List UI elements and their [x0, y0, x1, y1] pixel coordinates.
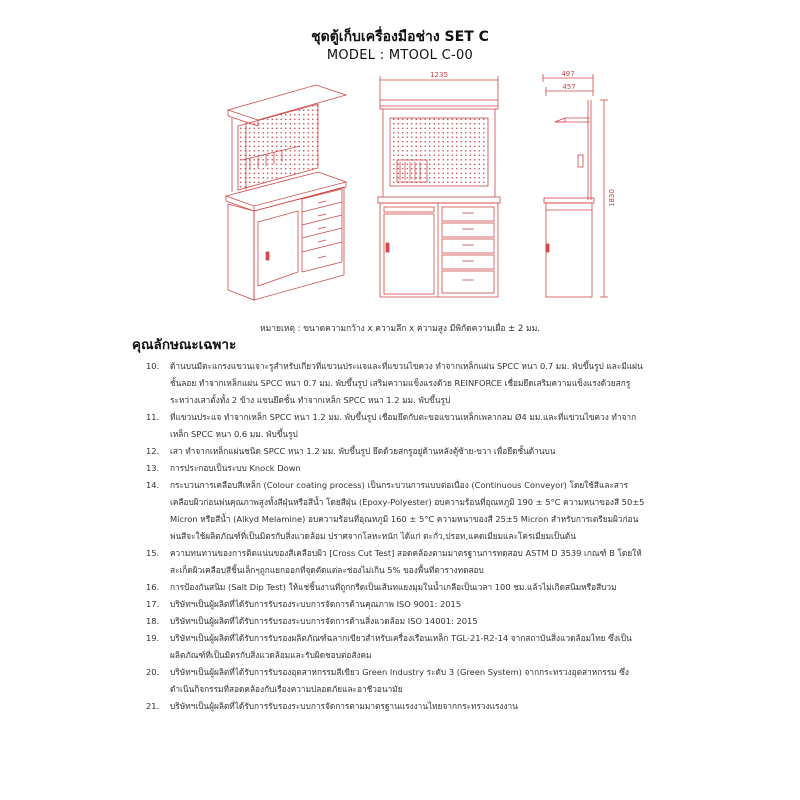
list-item [146, 443, 646, 460]
item-number: 14. [146, 480, 160, 490]
dimension-depth-top: 497 [561, 70, 575, 78]
item-number: 13. [146, 463, 160, 473]
item-text: ที่แขวนประแจ ทำจากเหล็ก SPCC หนา 1.2 มม. พับขึ้นรูป เชื่อมยึดกับตะขอแขวนเหล็กเพลากลม Ø4 มม.และที่แขวนไขควง ทำจากเหล็ก SPCC หนา 0.6 มม. พับขึ้นรูป [170, 412, 637, 439]
item-text: ความทนทานของการติดแน่นของสีเคลือบผิว [Cross Cut Test] สอดคล้องตามมาตรฐานการทดสอบ ASTM D 3539 เกณฑ์ B โดยให้สะเก็ดผิวเคลือบสีชิ้นเล็กๆถูกแยกออกที่จุดตัดแต่ละช่องไม่เกิน 5% ของพื้นที่ตารางทดสอบ [170, 548, 642, 575]
model-number: MODEL : MTOOL C-00 [326, 48, 474, 63]
technical-drawing [218, 68, 618, 316]
item-number: 12. [146, 446, 160, 456]
item-text: การประกอบเป็นระบบ Knock Down [170, 463, 301, 473]
item-text: กระบวนการเคลือบสีเหล็ก (Colour coating process) เป็นกระบวนการแบบต่อเนื่อง (Continuous Conveyor) โดยใช้สีและสารเคลือบผิวก่อนพ่นคุณภาพสูงทั้งสีฝุ่นหรือสีน้ำ โดยสีฝุ่น (Epoxy-Polyester) อบความร้อนที่อุณหภูมิ 190 ± 5°C ความหนาของสี 50±5 Micron หรือสีน้ำ (Alkyd Melamine) อบความร้อนที่อุณหภูมิ 160 ± 5°C ความหนาของสี 25±5 Micron สำหรับการเตรียมผิวก่อนพ่นสีจะใช้ผลิตภัณฑ์ที่เป็นมิตรกับสิ่งแวดล้อม ปราศจากโลหะหนัก ได้แก่ ตะกั่ว,ปรอท,แคดเมี่ยมและโครเมี่ยมเป็นต้น [170, 480, 645, 541]
section-title: คุณลักษณะเฉพาะ [132, 337, 237, 353]
list-item [146, 409, 646, 443]
item-text: บริษัทฯเป็นผู้ผลิตที่ได้รับการรับรองระบบการจัดการตามมาตรฐานแรงงานไทยจากกระทรวงแรงงาน [170, 701, 518, 711]
list-item [146, 613, 646, 630]
list-item [146, 664, 646, 698]
item-number: 18. [146, 616, 160, 626]
front-view [378, 76, 500, 297]
item-text: บริษัทฯเป็นผู้ผลิตที่ได้รับการรับรองอุตสาหกรรมสีเขียว Green Industry ระดับ 3 (Green System) จากกระทรวงอุตสาหกรรม ซึ่งดำเนินกิจกรรมที่สอดคล้องกับเรื่องความปลอดภัยและอาชีวอนามัย [170, 667, 629, 694]
item-number: 11. [146, 412, 160, 422]
isometric-view [226, 85, 346, 300]
list-item [146, 358, 646, 409]
item-text: ด้านบนมีตะแกรงแขวนเจาะรูสำหรับเกี่ยวที่แขวนประแจและที่แขวนไขควง ทำจากเหล็กแผ่น SPCC หนา 0.7 มม. พับขึ้นรูป และมีแผ่นชั้นลอย ทำจากเหล็กแผ่น SPCC หนา 0.7 มม. พับขึ้นรูป เสริมความแข็งแรงด้วย REINFORCE เชื่อมยึดเสริมความแข็งแรงด้วยสกรู ระหว่างเสาตั้งทั้ง 2 ข้าง แขนยึดชั้น ทำจากเหล็ก SPCC หนา 1.2 มม. พับขึ้นรูป [170, 361, 643, 405]
item-number: 21. [146, 701, 160, 711]
item-text: การป้องกันสนิม (Salt Dip Test) ให้แช่ชิ้นงานที่ถูกกรีดเป็นเส้นทแยงมุมในน้ำเกลือเป็นเวลา 100 ชม.แล้วไม่เกิดสนิมหรือสีบวม [170, 582, 617, 592]
remark-note: หมายเหตุ : ขนาดความกว้าง x ความลึก x ความสูง มีพิกัดความเผื่อ ± 2 มม. [259, 324, 541, 334]
list-item [146, 460, 646, 477]
list-item [146, 630, 646, 664]
item-text: เสา ทำจากเหล็กแผ่นชนิด SPCC หนา 1.2 มม. พับขึ้นรูป ยึดด้วยสกรูอยู่ด้านหลังตู้ซ้าย-ขวา เพื่อยึดชั้นด้านบน [170, 446, 556, 456]
item-number: 16. [146, 582, 160, 592]
spec-list [146, 358, 646, 715]
list-item [146, 698, 646, 715]
item-number: 20. [146, 667, 160, 677]
item-number: 10. [146, 361, 160, 371]
item-text: บริษัทฯเป็นผู้ผลิตที่ได้รับการรับรองระบบการจัดการด้านคุณภาพ ISO 9001: 2015 [170, 599, 462, 609]
dimension-depth-body: 457 [562, 83, 576, 91]
list-item [146, 477, 646, 545]
list-item [146, 545, 646, 579]
dimension-height: 1830 [608, 189, 616, 207]
list-item [146, 579, 646, 596]
item-number: 15. [146, 548, 160, 558]
dimension-width: 1235 [430, 71, 448, 79]
item-number: 17. [146, 599, 160, 609]
item-number: 19. [146, 633, 160, 643]
item-text: บริษัทฯเป็นผู้ผลิตที่ได้รับการรับรองระบบการจัดการด้านสิ่งแวดล้อม ISO 14001: 2015 [170, 616, 478, 626]
item-text: บริษัทฯเป็นผู้ผลิตที่ได้รับการรับรองผลิตภัณฑ์ฉลากเขียวสำหรับเครื่องเรือนเหล็ก TGL-21-R2-14 จากสถาบันสิ่งแวดล้อมไทย ซึ่งเป็นผลิตภัณฑ์ที่เป็นมิตรกับสิ่งแวดล้อมและรับผิดชอบต่อสังคม [170, 633, 632, 660]
list-item [146, 596, 646, 613]
page-title: ชุดตู้เก็บเครื่องมือช่าง SET C [311, 29, 489, 45]
side-view [543, 74, 608, 297]
